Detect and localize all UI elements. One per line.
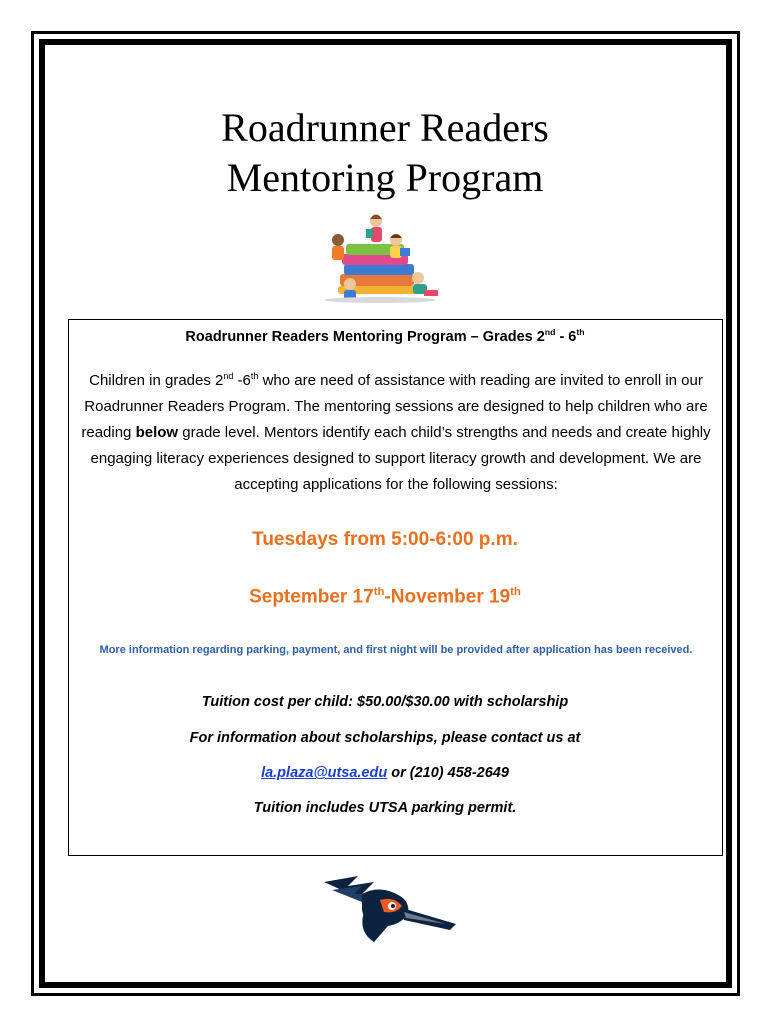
scholarship-info: For information about scholarships, please contact us at: [189, 730, 581, 746]
page-title: [0, 103, 770, 203]
session-dates: September 17th-November 19th: [249, 586, 521, 608]
email-link[interactable]: la.plaza@utsa.edu: [261, 765, 388, 781]
title-line-2: Mentoring Program: [226, 155, 544, 200]
parking-note: Tuition includes UTSA parking permit.: [253, 800, 517, 816]
title-line-1: Roadrunner Readers: [221, 105, 549, 150]
program-description: Children in grades 2nd -6th who are need of assistance with reading are invited to enroll in our Roadrunner Readers Program. The mentoring sessions are designed to help children who are reading below grade level. Mentors identify each child’s strengths and needs and create highly engaging literacy experiences designed to support literacy growth and development. We are accepting applications for the following sessions:: [81, 371, 711, 493]
tuition-cost: Tuition cost per child: $50.00/$30.00 with scholarship: [201, 694, 569, 710]
roadrunner-mascot-logo-icon: [318, 872, 458, 944]
program-heading: Roadrunner Readers Mentoring Program – Grades 2nd - 6th: [185, 327, 585, 345]
phone-text: or (210) 458-2649: [387, 765, 509, 781]
info-note: More information regarding parking, payment, and first night will be provided after application has been received.: [99, 644, 693, 656]
session-time: Tuesdays from 5:00-6:00 p.m.: [252, 529, 518, 550]
children-reading-books-illustration-icon: [318, 212, 442, 304]
contact-line: [0, 765, 770, 781]
